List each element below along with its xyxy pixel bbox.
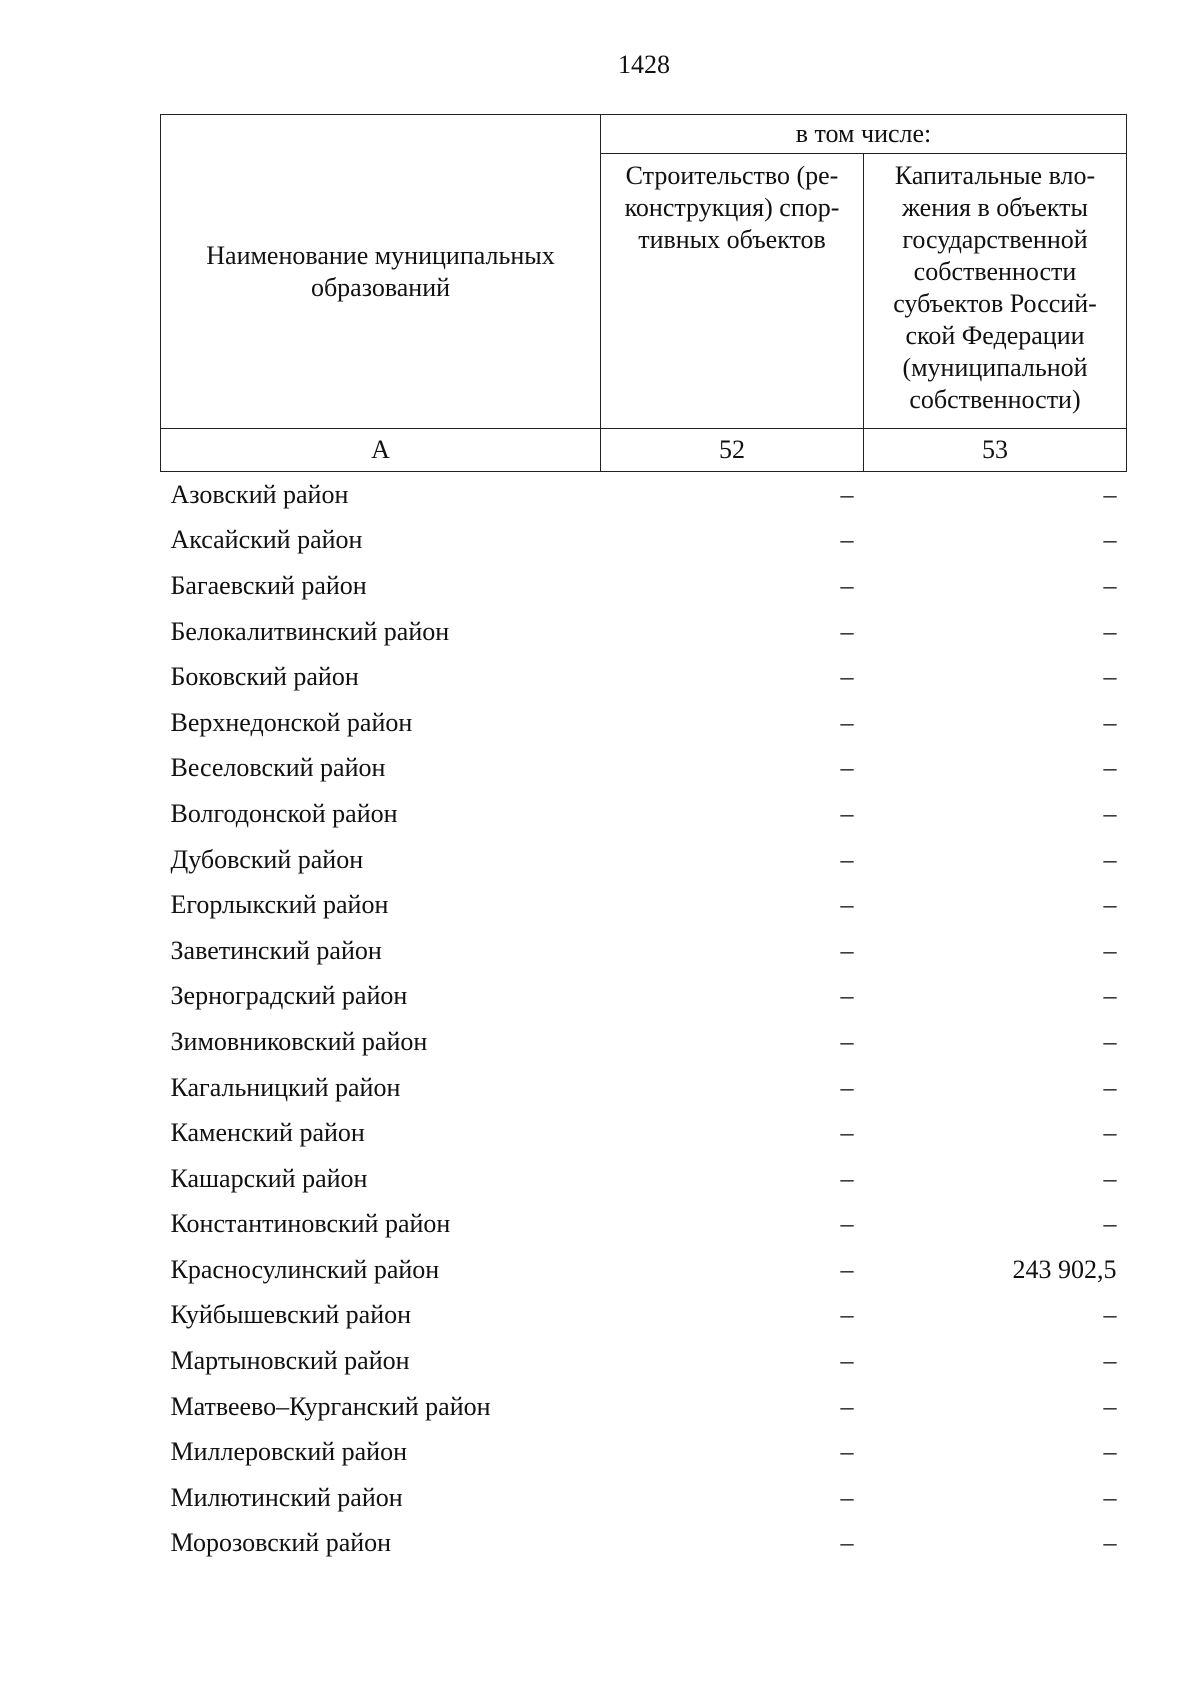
capital-investment-value: –: [1103, 1118, 1117, 1148]
sports-construction-value: –: [840, 479, 854, 509]
header-index-53: 53: [864, 429, 1127, 472]
capital-investment-value: –: [1103, 1346, 1117, 1376]
municipality-name-cell: Дубовский район: [170, 844, 364, 874]
sports-construction-value: –: [840, 1300, 854, 1330]
capital-investment-value: –: [1103, 1072, 1117, 1102]
municipality-name-cell: Милютинский район: [170, 1482, 403, 1512]
sports-construction-value: –: [840, 1528, 854, 1558]
table-row: [161, 1475, 1127, 1521]
sports-construction-value: –: [840, 662, 854, 692]
municipality-name-cell: Багаевский район: [170, 570, 367, 600]
municipality-name-cell: Белокалитвинский район: [170, 616, 450, 646]
capital-investment-value: –: [1103, 662, 1117, 692]
page-number: 1428: [618, 50, 670, 79]
municipality-name-cell: Заветинский район: [170, 935, 382, 965]
sports-construction-value: –: [840, 1026, 854, 1056]
header-municipality-name: Наименование муниципальных образований: [161, 115, 601, 429]
sports-construction-value: –: [840, 1437, 854, 1467]
sports-construction-value: –: [840, 981, 854, 1011]
capital-investment-value: –: [1103, 1209, 1117, 1239]
table-row: [161, 1429, 1127, 1475]
municipality-name-cell: Кашарский район: [170, 1163, 368, 1193]
capital-investment-value: –: [1103, 616, 1117, 646]
capital-investment-value: –: [1103, 1482, 1117, 1512]
table-row: [161, 1019, 1127, 1065]
table-row: [161, 518, 1127, 564]
sports-construction-value: –: [840, 935, 854, 965]
sports-construction-value: –: [840, 844, 854, 874]
capital-investment-value: –: [1103, 570, 1117, 600]
table-header: [161, 115, 1127, 472]
capital-investment-value: –: [1103, 707, 1117, 737]
capital-investment-value: –: [1103, 798, 1117, 828]
capital-investment-value: –: [1103, 479, 1117, 509]
sports-construction-value: –: [840, 1482, 854, 1512]
municipality-name-cell: Мартыновский район: [170, 1346, 410, 1376]
capital-investment-value: –: [1103, 1528, 1117, 1558]
municipality-name-cell: Кагальницкий район: [170, 1072, 401, 1102]
capital-investment-value: –: [1103, 753, 1117, 783]
sports-construction-value: –: [840, 1391, 854, 1421]
table-row: [161, 928, 1127, 974]
table-row: [161, 1293, 1127, 1339]
table-row: [161, 472, 1127, 518]
header-sports-construction: Строительство (ре-конструкция) спор-тивных объектов: [601, 154, 864, 429]
table-row: [161, 882, 1127, 928]
capital-investment-value: –: [1103, 890, 1117, 920]
municipality-name-cell: Каменский район: [170, 1118, 365, 1148]
municipality-name-cell: Матвеево–Курганский район: [170, 1391, 491, 1421]
table-body: [161, 472, 1127, 1567]
municipality-name-cell: Аксайский район: [170, 525, 363, 555]
sports-construction-value: –: [840, 616, 854, 646]
table-row: [161, 609, 1127, 655]
budget-table: [160, 114, 1127, 1566]
capital-investment-value: –: [1103, 981, 1117, 1011]
municipality-name-cell: Веселовский район: [170, 753, 386, 783]
sports-construction-value: –: [840, 798, 854, 828]
municipality-name-cell: Красносулинский район: [170, 1254, 440, 1284]
table-row: [161, 837, 1127, 883]
municipality-name-cell: Куйбышевский район: [170, 1300, 412, 1330]
table-row: [161, 1247, 1127, 1293]
table-row: [161, 563, 1127, 609]
table-row: [161, 1156, 1127, 1202]
header-index-52: 52: [601, 429, 864, 472]
table-row: [161, 1521, 1127, 1567]
table-row: [161, 1202, 1127, 1248]
sports-construction-value: –: [840, 1163, 854, 1193]
sports-construction-value: –: [840, 1254, 854, 1284]
table-row: [161, 1384, 1127, 1430]
capital-investment-value: –: [1103, 935, 1117, 965]
capital-investment-value: –: [1103, 1300, 1117, 1330]
sports-construction-value: –: [840, 1346, 854, 1376]
table-row: [161, 974, 1127, 1020]
header-including: в том числе:: [601, 115, 1127, 154]
table-row: [161, 700, 1127, 746]
table-row: [161, 1065, 1127, 1111]
sports-construction-value: –: [840, 707, 854, 737]
table-row: [161, 746, 1127, 792]
table-row: [161, 791, 1127, 837]
sports-construction-value: –: [840, 570, 854, 600]
capital-investment-value: –: [1103, 525, 1117, 555]
capital-investment-value: 243 902,5: [1012, 1254, 1117, 1284]
capital-investment-value: –: [1103, 844, 1117, 874]
sports-construction-value: –: [840, 890, 854, 920]
table-row: [161, 654, 1127, 700]
municipality-name-cell: Азовский район: [170, 479, 349, 509]
table-row: [161, 1338, 1127, 1384]
header-index-a: А: [161, 429, 601, 472]
sports-construction-value: –: [840, 1072, 854, 1102]
municipality-name-cell: Зерноградский район: [170, 981, 408, 1011]
capital-investment-value: –: [1103, 1391, 1117, 1421]
table-row: [161, 1110, 1127, 1156]
capital-investment-value: –: [1103, 1026, 1117, 1056]
sports-construction-value: –: [840, 525, 854, 555]
sports-construction-value: –: [840, 753, 854, 783]
municipality-name-cell: Верхнедонской район: [170, 707, 413, 737]
sports-construction-value: –: [840, 1209, 854, 1239]
municipality-name-cell: Егорлыкский район: [170, 890, 389, 920]
municipality-name-cell: Боковский район: [170, 662, 359, 692]
capital-investment-value: –: [1103, 1163, 1117, 1193]
municipality-name-cell: Волгодонской район: [170, 798, 398, 828]
municipality-name-cell: Зимовниковский район: [170, 1026, 428, 1056]
capital-investment-value: –: [1103, 1437, 1117, 1467]
municipality-name-cell: Константиновский район: [170, 1209, 451, 1239]
sports-construction-value: –: [840, 1118, 854, 1148]
municipality-name-cell: Миллеровский район: [170, 1437, 408, 1467]
municipality-name-cell: Морозовский район: [170, 1528, 392, 1558]
header-capital-investments: Капитальные вло-жения в объекты государственной собственности субъектов Россий-ской Федерации (муниципальной собственности): [864, 154, 1127, 429]
